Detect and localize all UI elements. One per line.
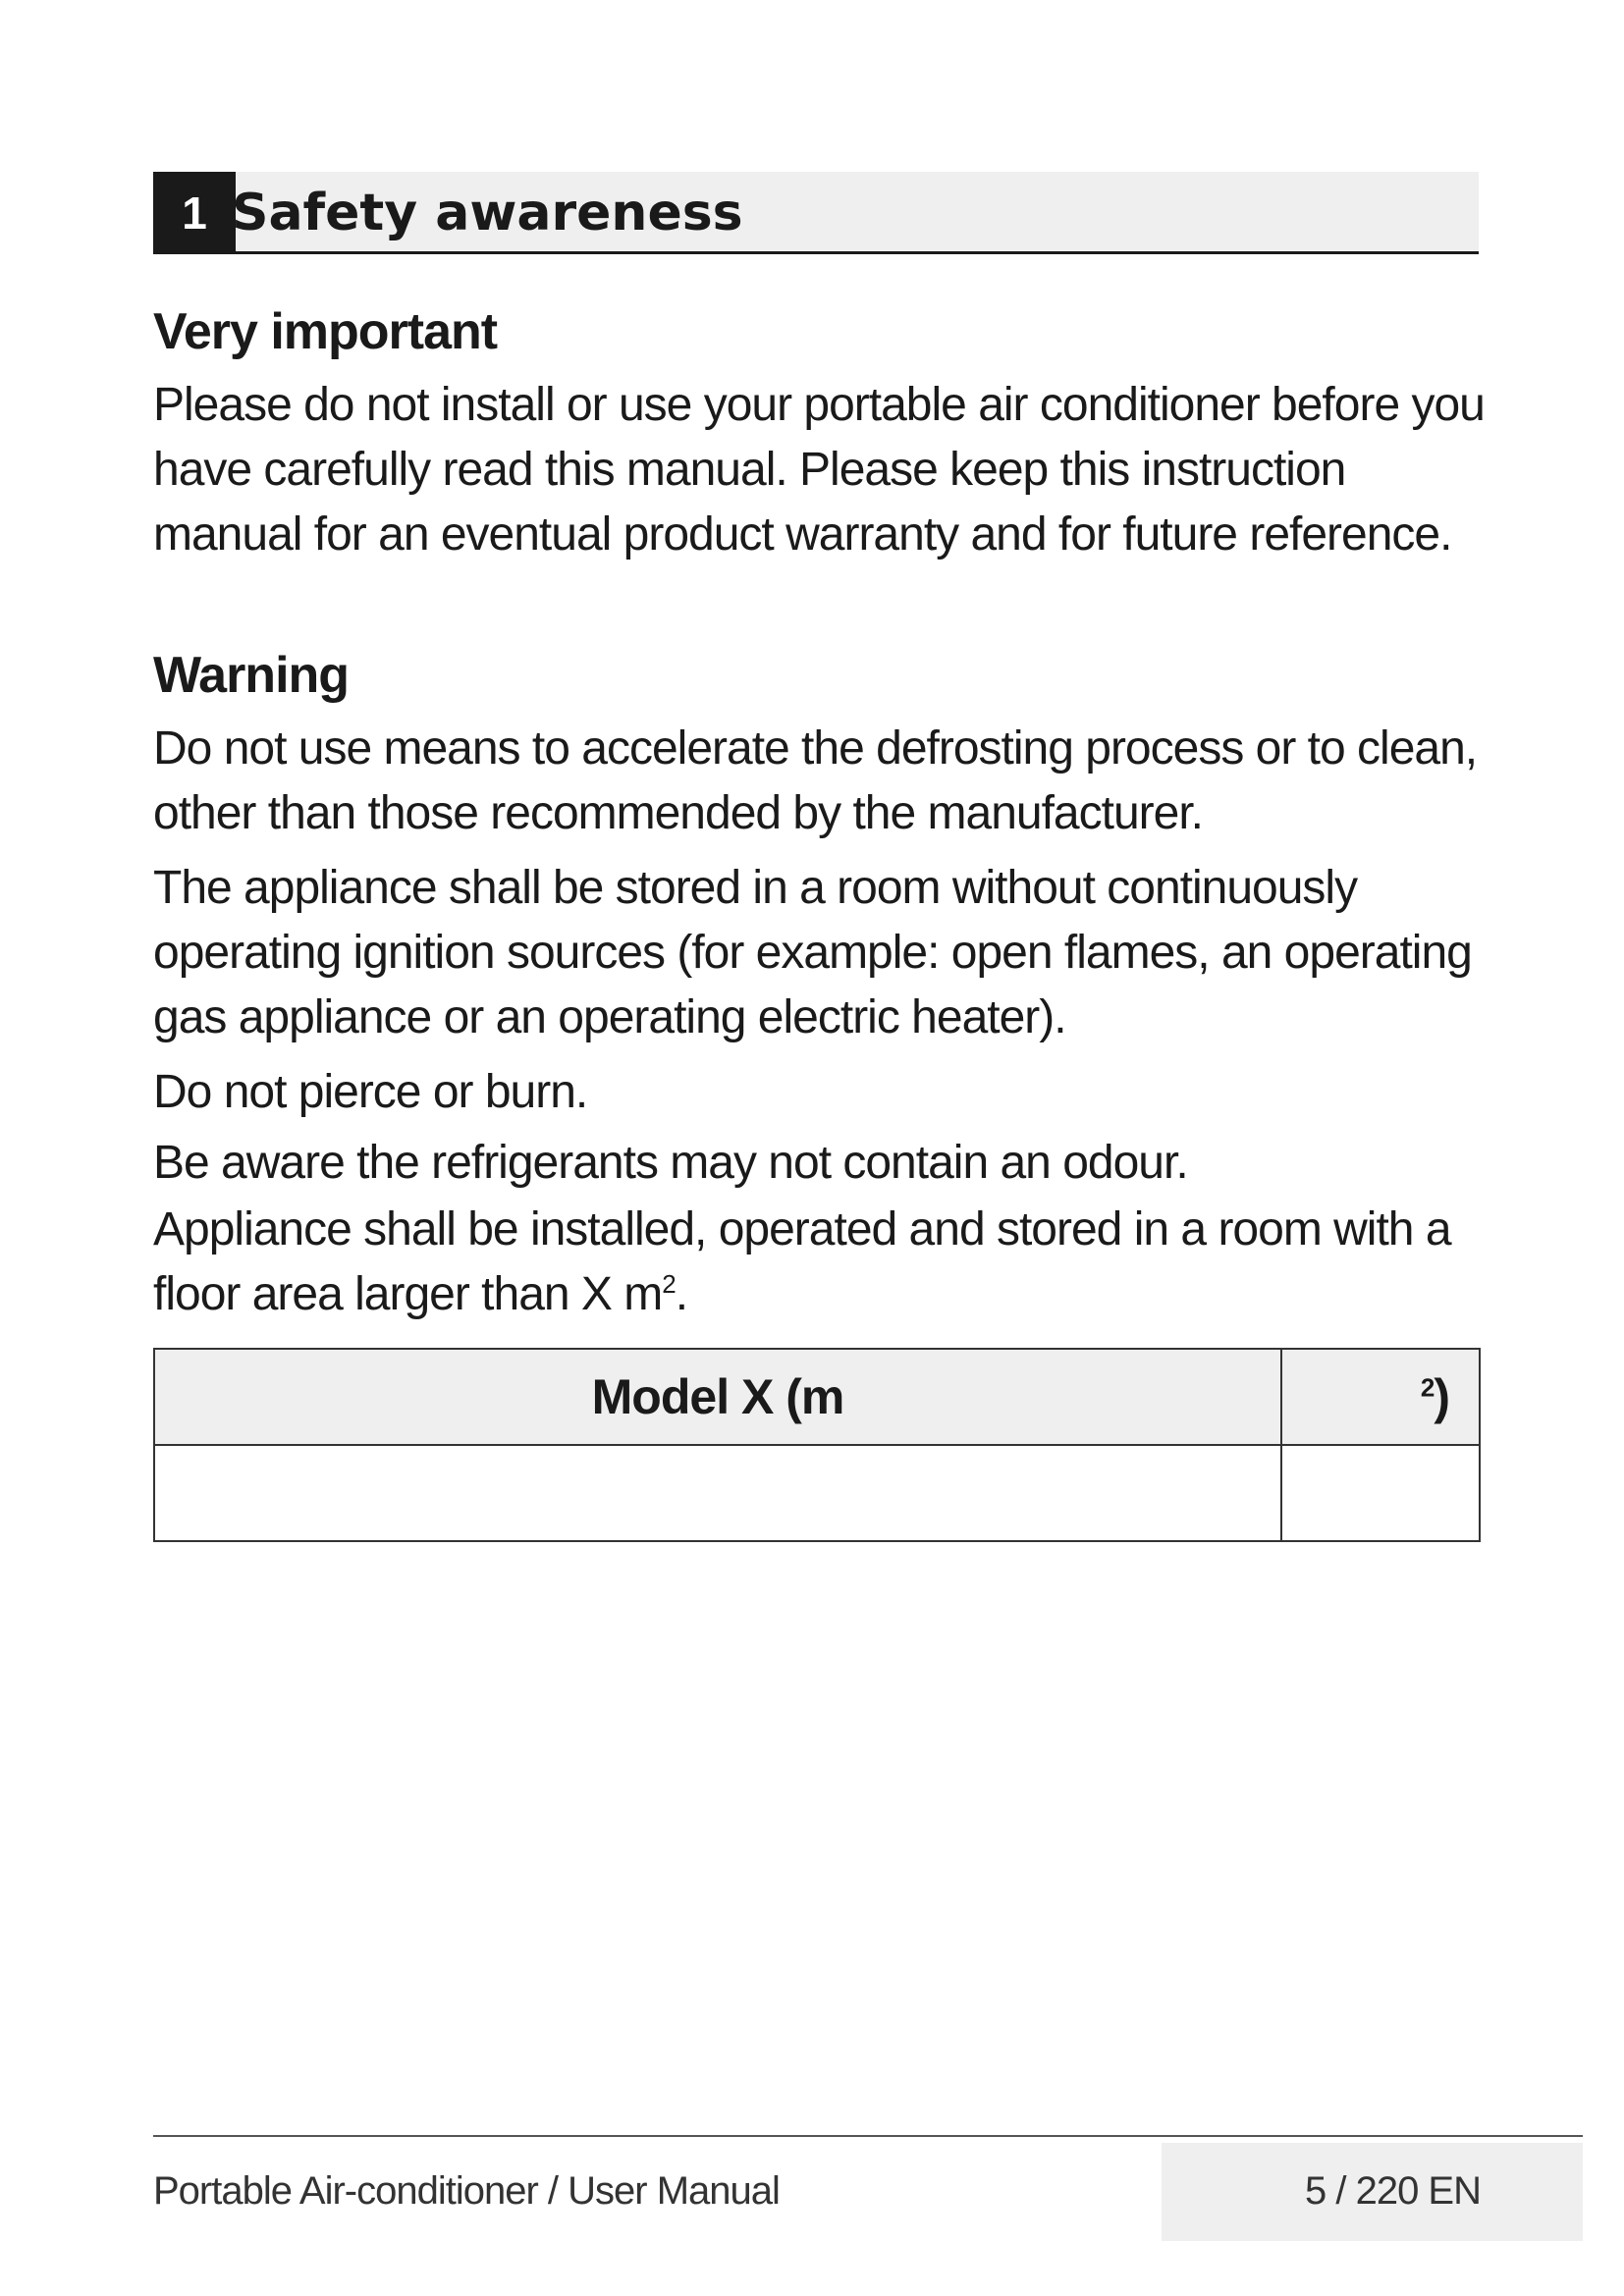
footer-page-number: 5 / 220 EN (1304, 2169, 1481, 2213)
footer-divider (153, 2135, 1583, 2137)
table-row (154, 1445, 1480, 1541)
chapter-title: Safety awareness (232, 184, 743, 242)
warning-paragraph-1: Do not use means to accelerate the defrosting process or to clean, other than those recommended by the manufacturer. (153, 722, 1478, 839)
warning-paragraph-5 (153, 1198, 1489, 1327)
table-cell-model (154, 1445, 1281, 1541)
table-header-row (154, 1349, 1480, 1445)
section-heading-very-important: Very important (153, 303, 498, 360)
table-header-superscript: 2 (1420, 1372, 1435, 1403)
table-cell-area (1281, 1445, 1480, 1541)
table-header-paren: ) (1434, 1369, 1449, 1424)
warning-paragraph-2: The appliance shall be stored in a room without continuously operating ignition sources (for example: open flames, an operating gas appliance or an operating electric heater). (153, 862, 1472, 1043)
warning-paragraph-3: Do not pierce or burn. (153, 1066, 588, 1118)
chapter-number: 1 (153, 172, 236, 254)
very-important-text: Please do not install or use your portable air conditioner before you have carefully read this manual. Please keep this instruction manual for an eventual product warranty and for future reference. (153, 379, 1485, 561)
footer-doc-title: Portable Air-conditioner / User Manual (153, 2169, 780, 2213)
table-header-model: Model X (m (154, 1349, 1281, 1445)
warning-paragraph-4: Be aware the refrigerants may not contain an odour. (153, 1137, 1188, 1189)
table-header-unit (1281, 1349, 1480, 1445)
model-area-table (153, 1348, 1481, 1542)
floor-area-text: Appliance shall be installed, operated and stored in a room with a floor area larger than X m (153, 1203, 1451, 1320)
section-heading-warning: Warning (153, 647, 350, 704)
floor-area-period: . (675, 1268, 688, 1320)
floor-area-superscript: 2 (662, 1269, 676, 1299)
